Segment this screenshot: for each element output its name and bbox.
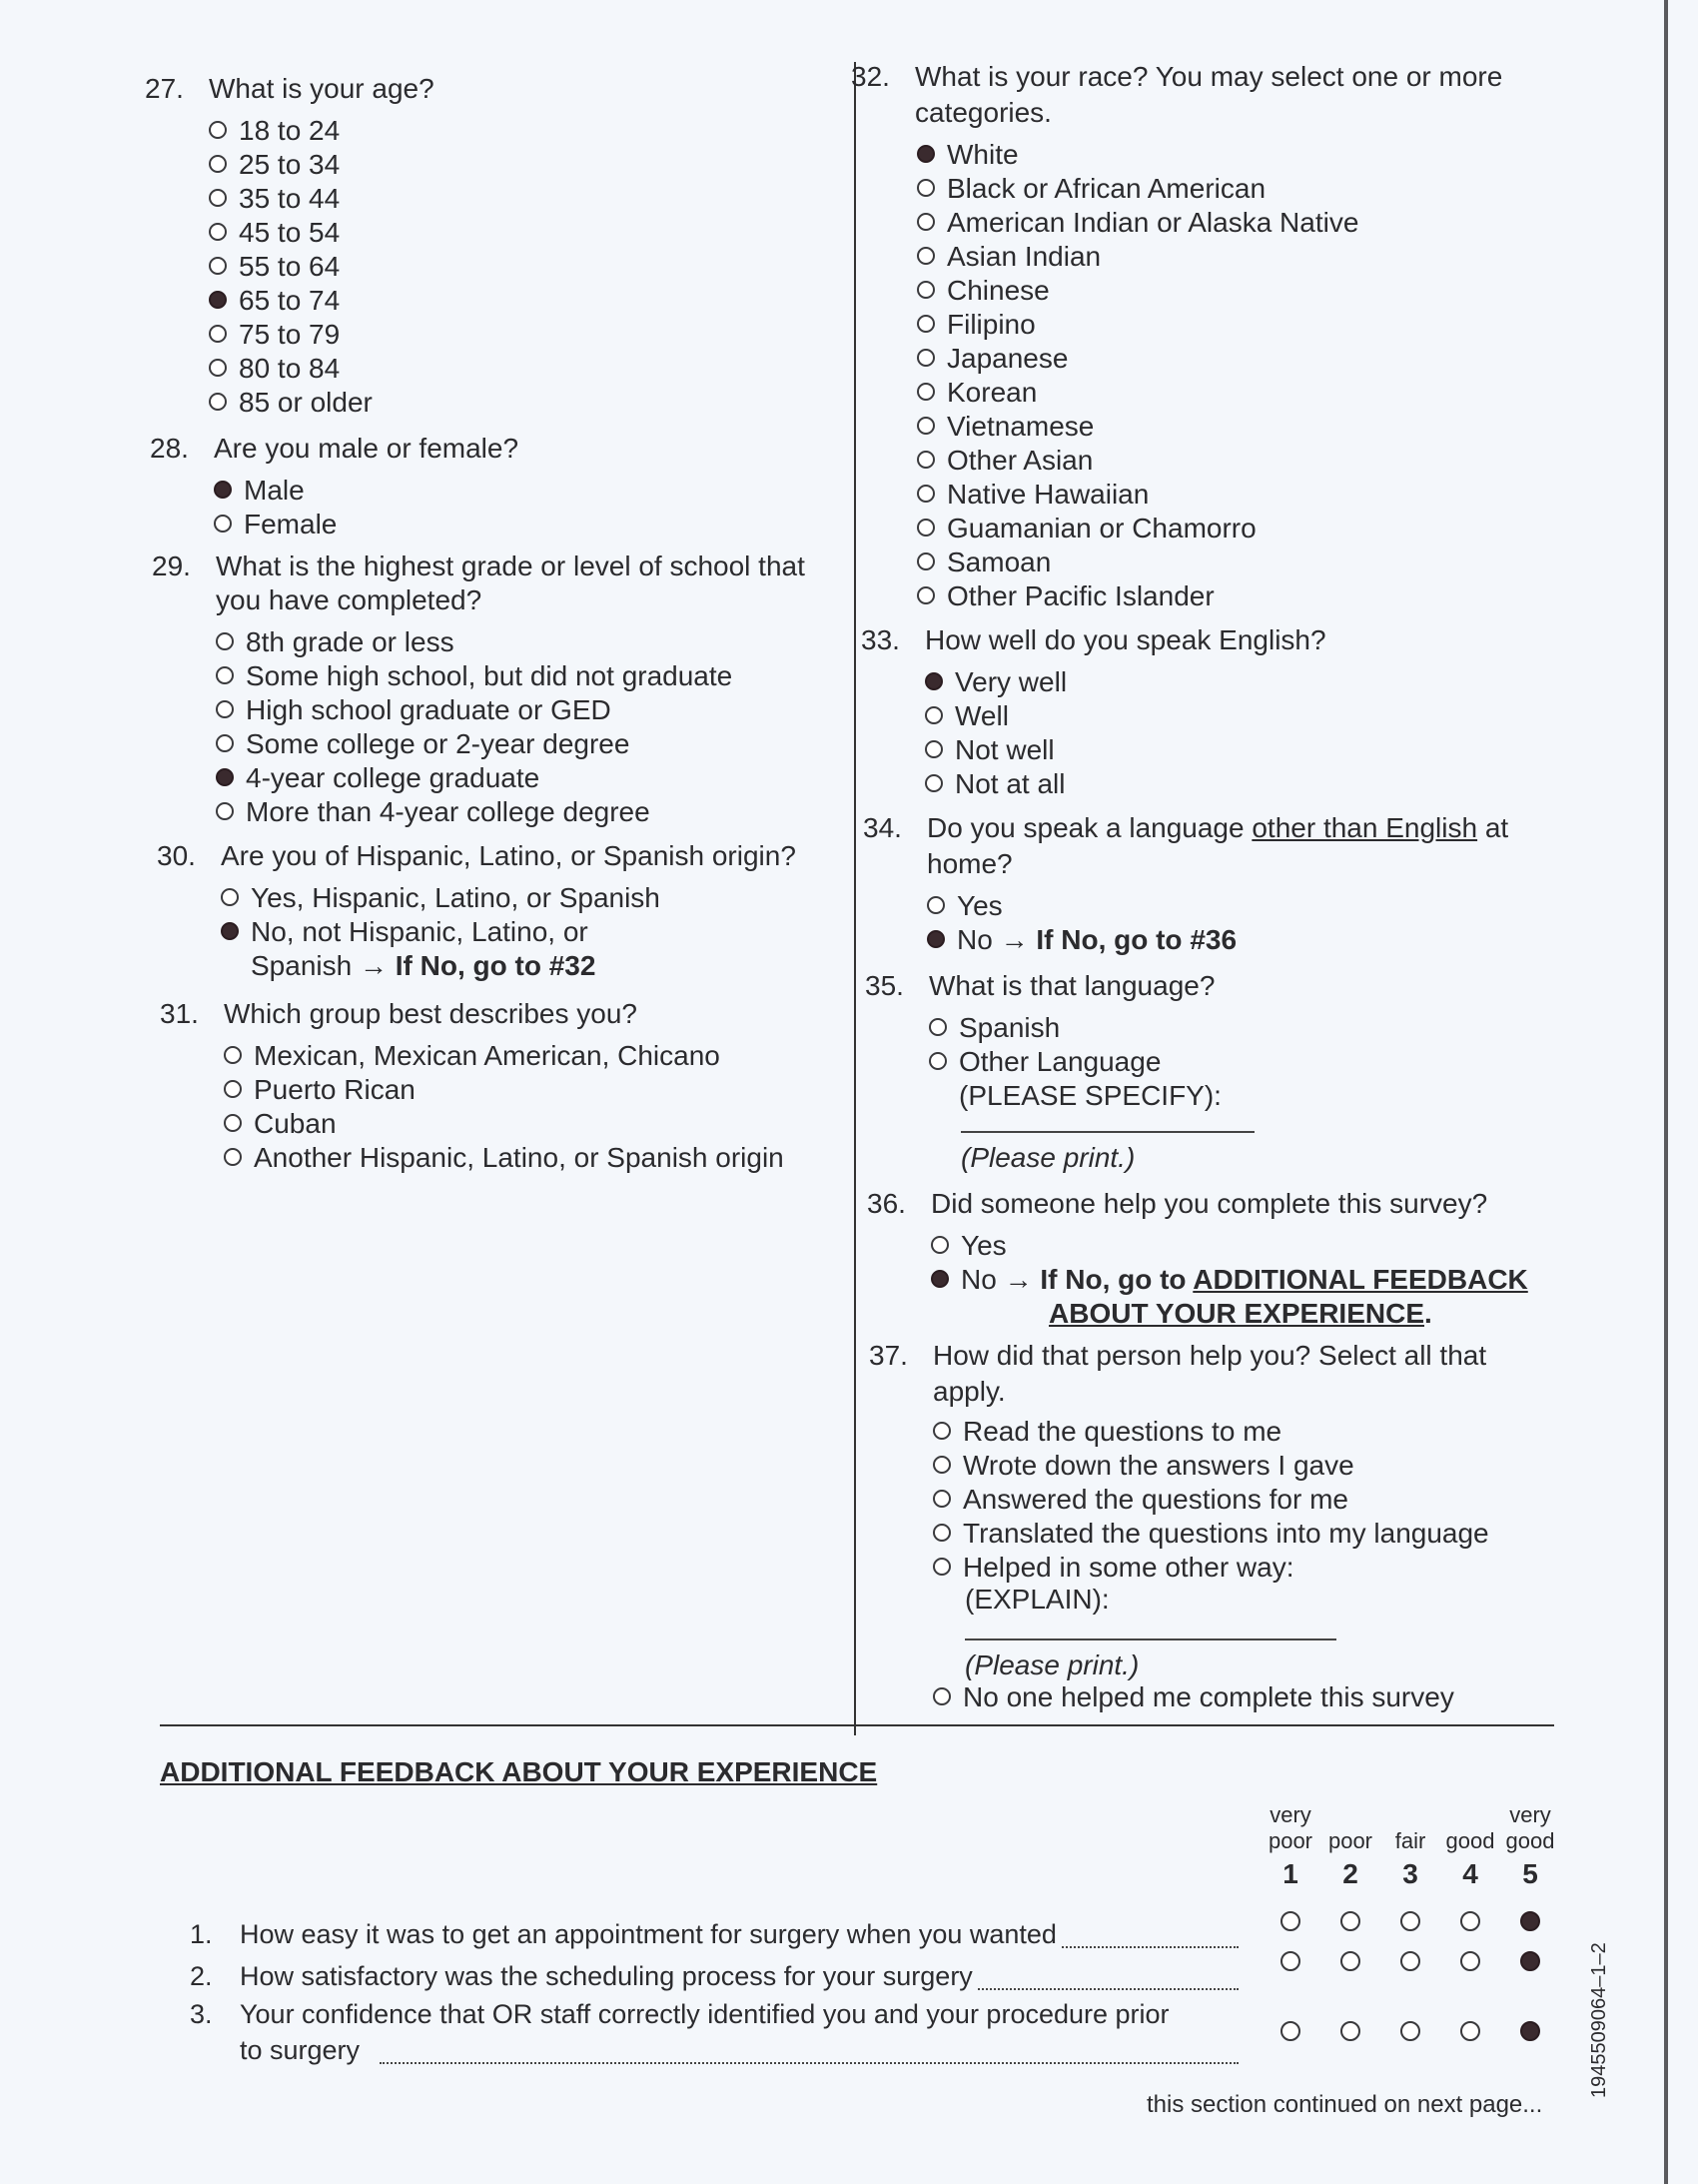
option-item[interactable] xyxy=(925,733,1067,767)
option-item[interactable] xyxy=(216,795,732,829)
option-item[interactable] xyxy=(925,767,1067,801)
option-label: More than 4-year college degree xyxy=(246,796,650,827)
scale-number: 2 xyxy=(1342,1858,1358,1889)
option-label: Other Pacific Islander xyxy=(947,580,1215,611)
question-text-line2: you have completed? xyxy=(216,584,482,615)
option-label: Translated the questions into my language xyxy=(963,1518,1489,1549)
option-label: Very well xyxy=(955,666,1068,697)
option-label-cont: Spanish → xyxy=(251,950,396,981)
radio-button-checked[interactable] xyxy=(221,922,239,940)
option-item[interactable] xyxy=(209,352,373,386)
option-label: Other Asian xyxy=(947,445,1094,476)
section-divider xyxy=(160,1724,1554,1726)
option-item[interactable] xyxy=(917,579,1358,613)
option-label: Some college or 2-year degree xyxy=(246,728,630,759)
specify-language-input[interactable] xyxy=(961,1131,1255,1133)
option-label: Male xyxy=(244,475,305,506)
option-label: 8th grade or less xyxy=(246,626,454,657)
feedback-item-number: 3. xyxy=(190,1999,213,2029)
radio-button[interactable] xyxy=(209,325,227,343)
hispanic-group-options xyxy=(224,1039,784,1175)
leader-dots xyxy=(380,2062,1239,2064)
option-item[interactable] xyxy=(917,376,1358,410)
option-item[interactable] xyxy=(917,546,1358,579)
rating-radio[interactable] xyxy=(1460,2021,1480,2041)
radio-button[interactable] xyxy=(929,1052,947,1070)
option-label: Answered the questions for me xyxy=(963,1484,1348,1515)
rating-radio[interactable] xyxy=(1280,1911,1300,1931)
radio-button-checked[interactable] xyxy=(209,291,227,309)
question-number: 28. xyxy=(150,433,189,464)
option-item[interactable] xyxy=(917,172,1358,206)
radio-button[interactable] xyxy=(925,706,943,724)
option-item[interactable] xyxy=(209,216,373,250)
radio-button[interactable] xyxy=(216,802,234,820)
option-item[interactable] xyxy=(209,182,373,216)
option-yes[interactable] xyxy=(931,1229,1528,1263)
option-item[interactable] xyxy=(209,284,373,318)
scale-number: 4 xyxy=(1462,1858,1478,1889)
option-label: 75 to 79 xyxy=(239,319,341,350)
option-no[interactable] xyxy=(927,923,1237,957)
option-item[interactable] xyxy=(917,512,1358,546)
option-label: 80 to 84 xyxy=(239,353,341,384)
option-item[interactable] xyxy=(209,148,373,182)
english-options xyxy=(925,665,1067,801)
skip-target: ADDITIONAL FEEDBACK xyxy=(1193,1264,1528,1295)
option-label: Mexican, Mexican American, Chicano xyxy=(254,1040,720,1071)
option-label: Not at all xyxy=(955,768,1066,799)
option-item[interactable] xyxy=(224,1039,784,1073)
option-label: Filipino xyxy=(947,309,1036,340)
option-label: 45 to 54 xyxy=(239,217,341,248)
option-item[interactable] xyxy=(917,410,1358,444)
option-label: Asian Indian xyxy=(947,241,1102,272)
feedback-item-number: 1. xyxy=(190,1919,213,1949)
scale-label xyxy=(1440,1802,1500,1854)
language-options xyxy=(929,1011,1222,1113)
scale-label-line1 xyxy=(1320,1802,1380,1828)
feedback-item-number: 2. xyxy=(190,1961,213,1991)
radio-button[interactable] xyxy=(933,1687,951,1705)
option-label: Other Language xyxy=(959,1046,1162,1077)
option-item[interactable] xyxy=(216,659,732,693)
option-item[interactable] xyxy=(214,508,337,542)
radio-button[interactable] xyxy=(209,189,227,207)
age-options xyxy=(209,114,373,420)
option-other-language-line2 xyxy=(929,1079,1222,1113)
radio-button[interactable] xyxy=(931,1236,949,1254)
please-print-label: (Please print.) xyxy=(965,1649,1140,1680)
radio-button[interactable] xyxy=(224,1080,242,1098)
option-label: Black or African American xyxy=(947,173,1267,204)
option-label: 4-year college graduate xyxy=(246,762,540,793)
column-divider xyxy=(854,62,856,1735)
option-label: Guamanian or Chamorro xyxy=(947,513,1257,544)
no-help-option-list xyxy=(933,1680,1454,1714)
option-no-hispanic-line2 xyxy=(221,949,660,983)
question-text-post: at xyxy=(1477,812,1509,843)
scale-label-line1 xyxy=(1380,1802,1440,1828)
radio-button[interactable] xyxy=(929,1018,947,1036)
option-no-hispanic[interactable] xyxy=(221,915,660,949)
option-label: Spanish xyxy=(959,1012,1061,1043)
question-number: 30. xyxy=(157,840,196,871)
radio-button[interactable] xyxy=(917,315,935,333)
option-item[interactable] xyxy=(917,308,1358,342)
question-number: 35. xyxy=(865,970,904,1001)
option-label: Not well xyxy=(955,734,1055,765)
radio-button[interactable] xyxy=(927,896,945,914)
radio-button[interactable] xyxy=(917,586,935,604)
skip-instruction: If No, go to #36 xyxy=(1036,924,1238,955)
radio-button[interactable] xyxy=(216,734,234,752)
rating-radio[interactable] xyxy=(1340,2021,1360,2041)
skip-end: . xyxy=(1424,1298,1432,1329)
option-label: Puerto Rican xyxy=(254,1074,416,1105)
rating-radio[interactable] xyxy=(1400,1911,1420,1931)
feedback-item-text-line2: to surgery xyxy=(240,2032,364,2068)
option-item[interactable] xyxy=(917,444,1358,478)
option-item[interactable] xyxy=(917,478,1358,512)
option-label: Samoan xyxy=(947,546,1052,577)
option-label-cont: (PLEASE SPECIFY): xyxy=(959,1080,1222,1111)
radio-button[interactable] xyxy=(917,451,935,469)
option-label: High school graduate or GED xyxy=(246,694,611,725)
radio-button[interactable] xyxy=(209,359,227,377)
question-number: 37. xyxy=(869,1340,908,1371)
help-options xyxy=(931,1229,1528,1331)
question-text: How well do you speak English? xyxy=(925,624,1326,655)
form-id: 1945509064–1–2 xyxy=(1588,1942,1610,2098)
radio-button[interactable] xyxy=(216,700,234,718)
option-label: Yes, Hispanic, Latino, or Spanish xyxy=(251,882,660,913)
option-label: White xyxy=(947,139,1019,170)
skip-instruction: If No, go to #32 xyxy=(395,950,596,981)
option-item[interactable] xyxy=(917,342,1358,376)
radio-button-checked[interactable] xyxy=(931,1270,949,1288)
option-label: Korean xyxy=(947,377,1038,408)
option-no-one-helped[interactable] xyxy=(933,1680,1454,1714)
rating-radio-checked[interactable] xyxy=(1520,2021,1540,2041)
option-label: No → xyxy=(957,924,1037,955)
radio-button[interactable] xyxy=(917,247,935,265)
radio-button[interactable] xyxy=(224,1148,242,1166)
option-item[interactable] xyxy=(209,250,373,284)
question-text-line1: What is the highest grade or level of school that xyxy=(216,550,805,581)
rating-radio-checked[interactable] xyxy=(1520,1951,1540,1971)
scale-label-line1: very xyxy=(1270,1802,1311,1827)
option-yes[interactable] xyxy=(927,889,1237,923)
option-label: Read the questions to me xyxy=(963,1416,1282,1447)
rating-radio[interactable] xyxy=(1280,2021,1300,2041)
option-item[interactable] xyxy=(209,114,373,148)
feedback-item-text: Your confidence that OR staff correctly identified you and your procedure prior xyxy=(240,1996,1174,2032)
question-text: Are you of Hispanic, Latino, or Spanish origin? xyxy=(221,840,796,871)
option-label: No one helped me complete this survey xyxy=(963,1681,1454,1712)
skip-target-cont: ABOUT YOUR EXPERIENCE xyxy=(1049,1298,1424,1329)
question-text: Are you male or female? xyxy=(214,433,519,464)
option-item[interactable] xyxy=(917,240,1358,274)
radio-button[interactable] xyxy=(933,1524,951,1542)
option-item[interactable] xyxy=(933,1415,1489,1449)
question-text: What is that language? xyxy=(929,970,1216,1001)
gender-options xyxy=(214,474,337,542)
option-label: Another Hispanic, Latino, or Spanish origin xyxy=(254,1142,784,1173)
radio-button[interactable] xyxy=(917,349,935,367)
question-number: 36. xyxy=(867,1188,906,1219)
option-label: 65 to 74 xyxy=(239,285,341,316)
option-label: Female xyxy=(244,509,338,540)
scale-label-line2: good xyxy=(1445,1828,1495,1853)
option-label: 18 to 24 xyxy=(239,115,341,146)
rating-radio-checked[interactable] xyxy=(1520,1911,1540,1931)
feedback-item-text: How satisfactory was the scheduling process for your surgery xyxy=(240,1958,977,1994)
option-label: Chinese xyxy=(947,275,1050,306)
option-label: 55 to 64 xyxy=(239,251,341,282)
page-edge xyxy=(1664,0,1668,2184)
scale-label xyxy=(1261,1802,1320,1854)
explain-input[interactable] xyxy=(965,1638,1336,1640)
question-text-line2: home? xyxy=(927,848,1013,879)
feedback-item-text: How easy it was to get an appointment for surgery when you wanted xyxy=(240,1916,1061,1952)
radio-button[interactable] xyxy=(925,740,943,758)
scale-label-line1 xyxy=(1440,1802,1500,1828)
radio-button-checked[interactable] xyxy=(917,145,935,163)
option-yes-hispanic[interactable] xyxy=(221,881,660,915)
option-other-language[interactable] xyxy=(929,1045,1222,1079)
radio-button-checked[interactable] xyxy=(927,930,945,948)
skip-instruction: If No, go to xyxy=(1040,1264,1194,1295)
question-text-line2: apply. xyxy=(933,1376,1006,1407)
option-label: Well xyxy=(955,700,1009,731)
radio-button[interactable] xyxy=(917,519,935,537)
scale-label-line2: poor xyxy=(1327,1828,1373,1853)
option-item[interactable] xyxy=(216,727,732,761)
option-item[interactable] xyxy=(216,693,732,727)
question-number: 32. xyxy=(851,61,890,92)
scale-label-line1: very xyxy=(1509,1802,1551,1827)
option-item[interactable] xyxy=(933,1483,1489,1517)
rating-radio[interactable] xyxy=(1340,1951,1360,1971)
question-text-line1: What is your race? You may select one or more xyxy=(915,61,1503,92)
option-item[interactable] xyxy=(209,318,373,352)
radio-button[interactable] xyxy=(209,257,227,275)
radio-button[interactable] xyxy=(933,1456,951,1474)
question-text: What is your age? xyxy=(209,73,434,104)
question-text-pre: Do you speak a language xyxy=(927,812,1253,843)
rating-radio[interactable] xyxy=(1400,2021,1420,2041)
scale-label xyxy=(1320,1802,1380,1854)
question-text-line1 xyxy=(927,809,1508,847)
hispanic-options xyxy=(221,881,660,983)
please-print-label: (Please print.) xyxy=(961,1142,1136,1173)
scale-label-line2: good xyxy=(1505,1828,1555,1853)
radio-button[interactable] xyxy=(917,552,935,570)
option-no[interactable] xyxy=(931,1263,1528,1297)
radio-button[interactable] xyxy=(209,155,227,173)
question-text-line2: categories. xyxy=(915,97,1052,128)
radio-button[interactable] xyxy=(917,383,935,401)
option-label: Japanese xyxy=(947,343,1069,374)
question-number: 31. xyxy=(160,998,199,1029)
rating-radio[interactable] xyxy=(1460,1911,1480,1931)
radio-button[interactable] xyxy=(925,774,943,792)
option-label: 35 to 44 xyxy=(239,183,341,214)
option-item[interactable] xyxy=(925,699,1067,733)
scale-number: 1 xyxy=(1282,1858,1298,1889)
scale-label xyxy=(1380,1802,1440,1854)
radio-button[interactable] xyxy=(216,666,234,684)
rating-radio[interactable] xyxy=(1460,1951,1480,1971)
option-item[interactable] xyxy=(216,625,732,659)
option-item[interactable] xyxy=(917,274,1358,308)
scale-number: 3 xyxy=(1402,1858,1418,1889)
other-language-options xyxy=(927,889,1237,957)
question-number: 33. xyxy=(861,624,900,655)
radio-button[interactable] xyxy=(917,417,935,435)
radio-button[interactable] xyxy=(224,1046,242,1064)
question-number: 29. xyxy=(152,550,191,581)
scale-number: 5 xyxy=(1522,1858,1538,1889)
option-no-line2 xyxy=(931,1297,1528,1331)
question-text-line1: How did that person help you? Select all that xyxy=(933,1340,1487,1371)
radio-button[interactable] xyxy=(209,223,227,241)
rating-radio[interactable] xyxy=(1400,1951,1420,1971)
option-item[interactable] xyxy=(933,1517,1489,1551)
race-options xyxy=(917,138,1358,613)
question-text: Which group best describes you? xyxy=(224,998,637,1029)
question-text-underlined: other than English xyxy=(1252,812,1478,843)
option-item[interactable] xyxy=(933,1551,1489,1585)
option-label: American Indian or Alaska Native xyxy=(947,207,1359,238)
radio-button[interactable] xyxy=(917,485,935,503)
rating-radio[interactable] xyxy=(1280,1951,1300,1971)
option-item[interactable] xyxy=(917,138,1358,172)
radio-button[interactable] xyxy=(933,1422,951,1440)
option-label: Native Hawaiian xyxy=(947,479,1150,510)
option-spanish[interactable] xyxy=(929,1011,1222,1045)
question-number: 34. xyxy=(863,812,902,843)
option-label: Cuban xyxy=(254,1108,337,1139)
option-label: Helped in some other way: xyxy=(963,1552,1294,1583)
education-options xyxy=(216,625,732,829)
radio-button[interactable] xyxy=(933,1558,951,1576)
option-label: No, not Hispanic, Latino, or xyxy=(251,916,588,947)
question-text: Did someone help you complete this survey? xyxy=(931,1188,1488,1219)
radio-button[interactable] xyxy=(214,515,232,533)
continued-note: this section continued on next page... xyxy=(1147,2091,1543,2118)
rating-radio[interactable] xyxy=(1340,1911,1360,1931)
scale-label-line2: fair xyxy=(1394,1828,1426,1853)
option-item[interactable] xyxy=(224,1073,784,1107)
scale-label-line2: poor xyxy=(1268,1828,1313,1853)
radio-button[interactable] xyxy=(221,888,239,906)
radio-button[interactable] xyxy=(224,1114,242,1132)
feedback-section-title: ADDITIONAL FEEDBACK ABOUT YOUR EXPERIENCE xyxy=(160,1756,878,1787)
option-item[interactable] xyxy=(224,1141,784,1175)
option-label: Yes xyxy=(961,1230,1007,1261)
radio-button-checked[interactable] xyxy=(925,672,943,690)
radio-button[interactable] xyxy=(917,179,935,197)
option-label: Vietnamese xyxy=(947,411,1095,442)
option-label: 25 to 34 xyxy=(239,149,341,180)
help-type-options xyxy=(933,1415,1489,1585)
radio-button-checked[interactable] xyxy=(216,768,234,786)
question-number: 27. xyxy=(145,73,184,104)
option-item[interactable] xyxy=(933,1449,1489,1483)
option-item[interactable] xyxy=(917,206,1358,240)
radio-button[interactable] xyxy=(917,213,935,231)
option-item[interactable] xyxy=(224,1107,784,1141)
scale-label xyxy=(1500,1802,1560,1854)
radio-button[interactable] xyxy=(933,1490,951,1508)
option-label: 85 or older xyxy=(239,387,373,418)
radio-button-checked[interactable] xyxy=(214,481,232,499)
explain-label: (EXPLAIN): xyxy=(965,1584,1110,1615)
radio-button[interactable] xyxy=(917,281,935,299)
option-item[interactable] xyxy=(925,665,1067,699)
option-label: Yes xyxy=(957,890,1003,921)
option-item[interactable] xyxy=(214,474,337,508)
option-item[interactable] xyxy=(216,761,732,795)
option-label: No → xyxy=(961,1264,1041,1295)
radio-button[interactable] xyxy=(209,121,227,139)
option-label: Some high school, but did not graduate xyxy=(246,660,733,691)
option-item[interactable] xyxy=(209,386,373,420)
radio-button[interactable] xyxy=(209,393,227,411)
option-label: Wrote down the answers I gave xyxy=(963,1450,1354,1481)
radio-button[interactable] xyxy=(216,632,234,650)
